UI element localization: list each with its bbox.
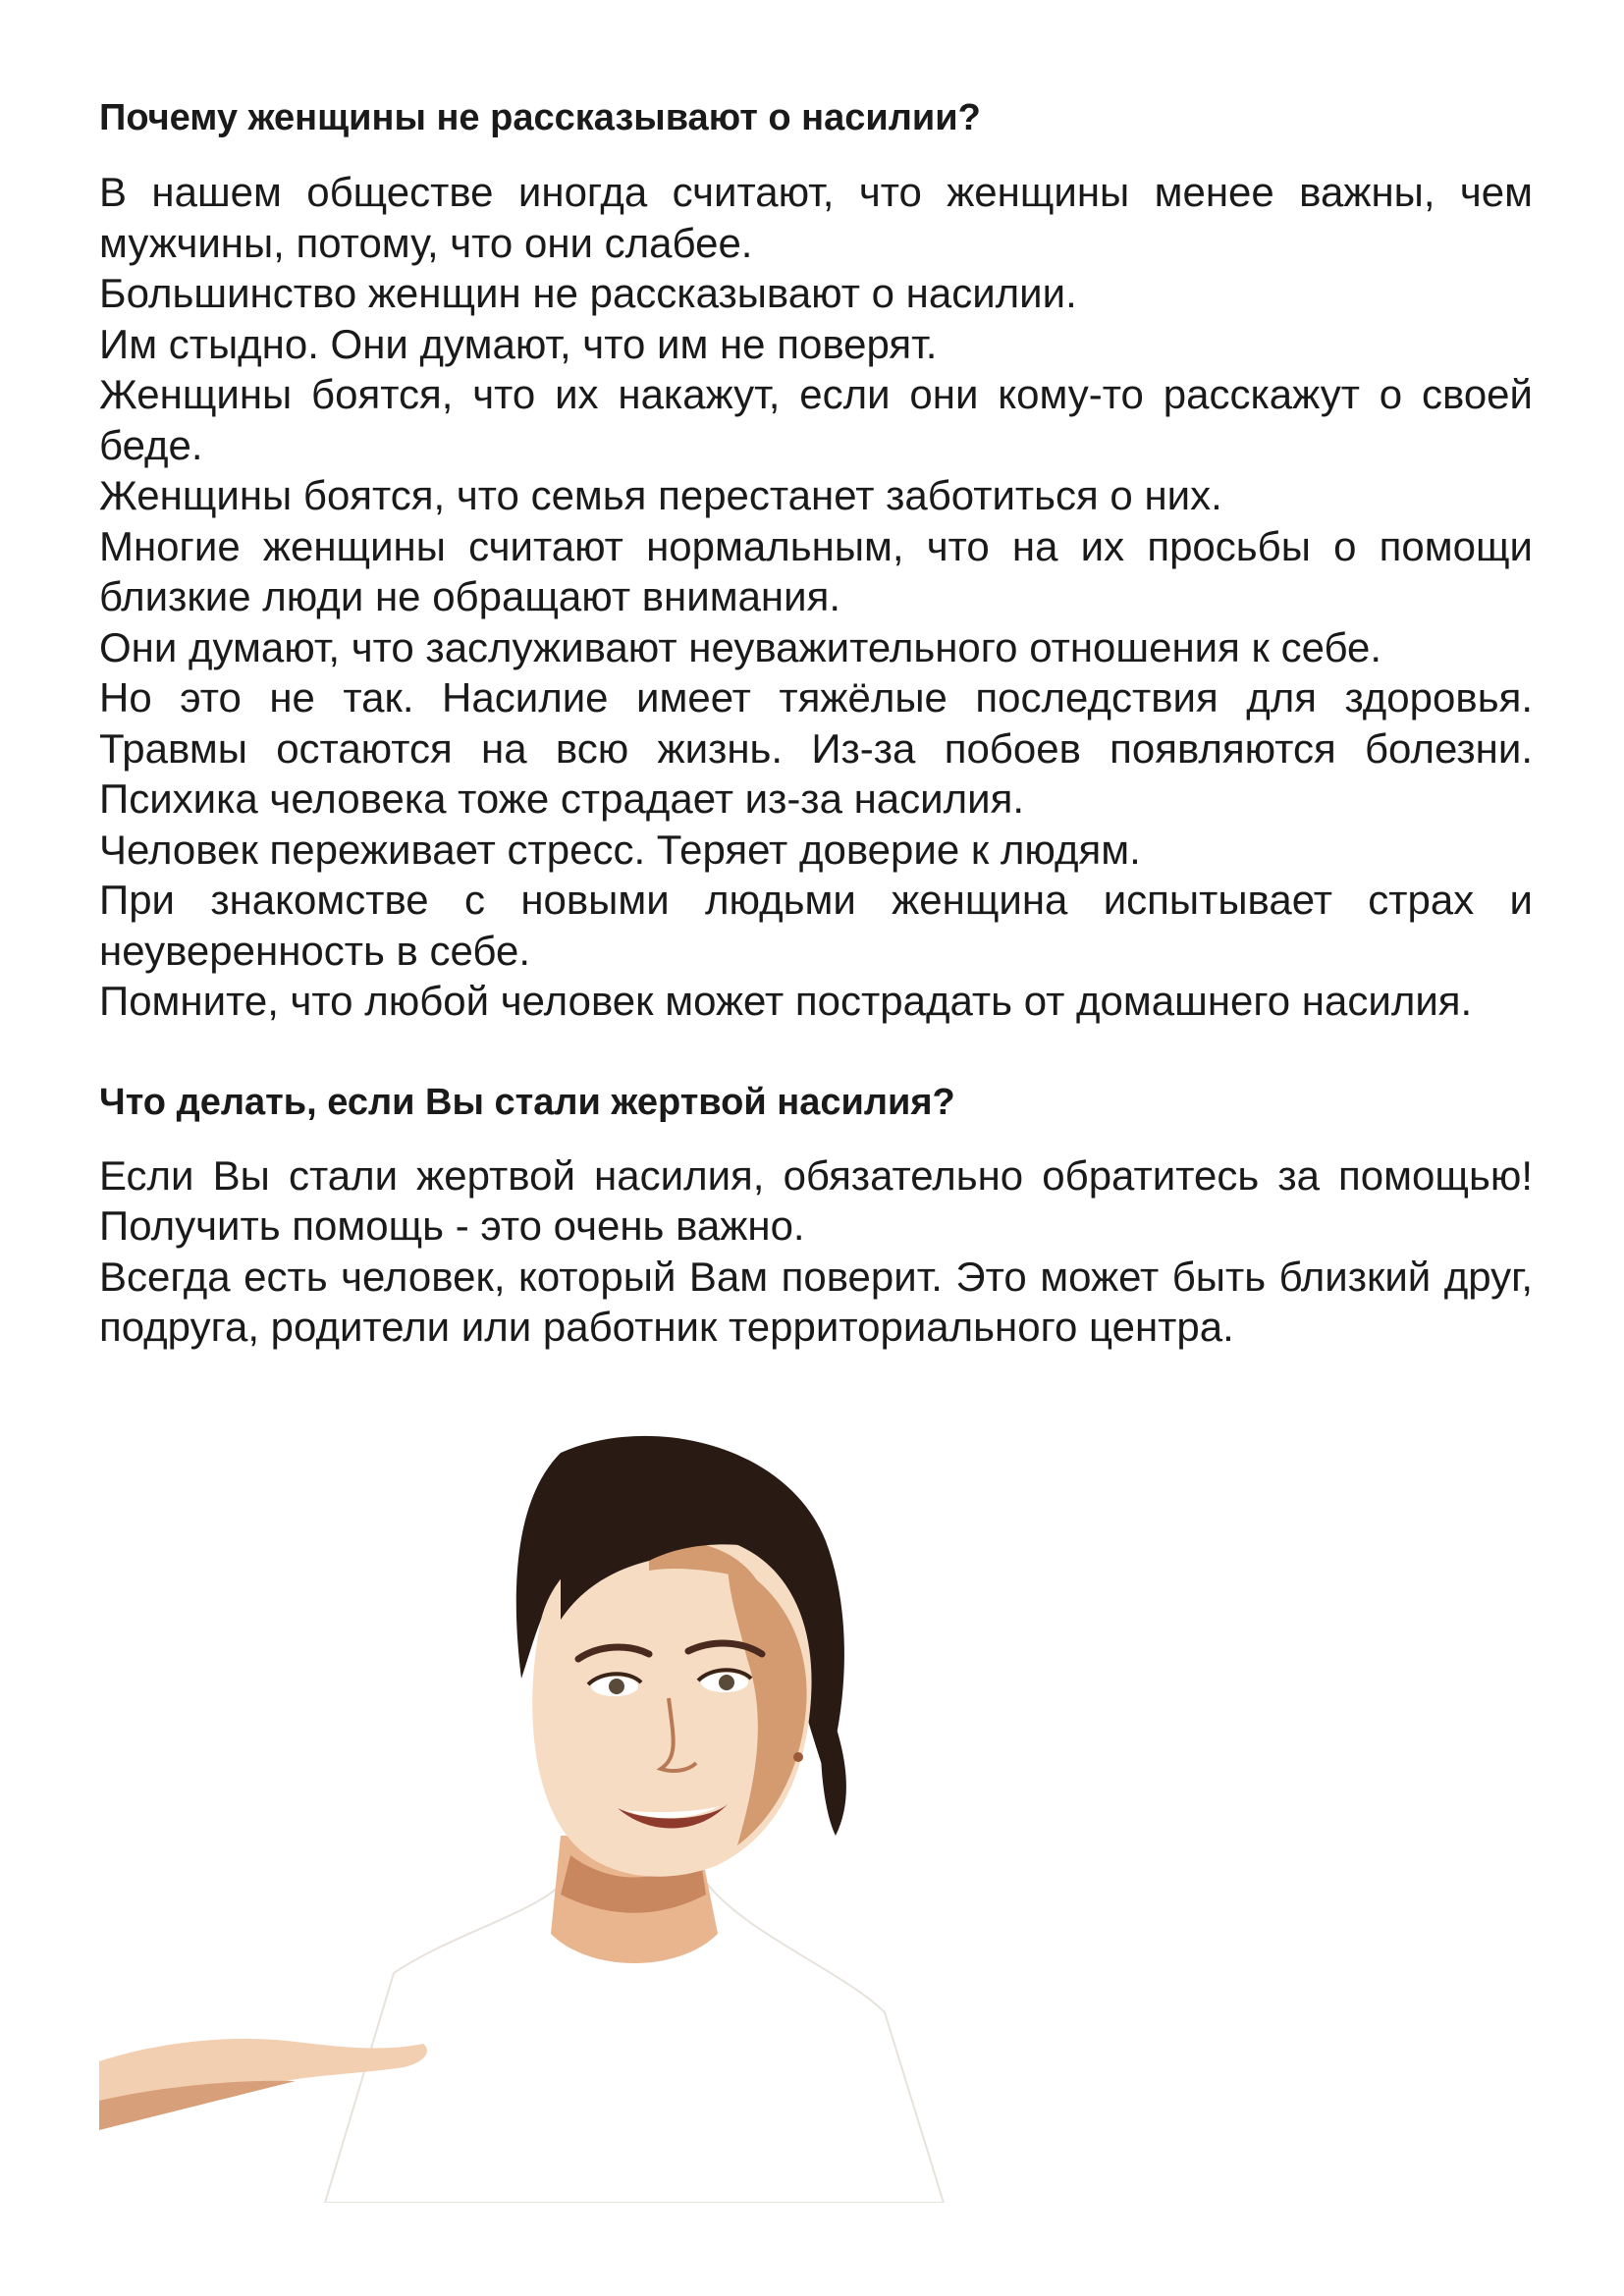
section-heading: Почему женщины не рассказывают о насилии? — [99, 97, 981, 138]
paragraph: Они думают, что заслуживают неуважительного отношения к себе. — [99, 623, 1382, 670]
document-page — [99, 93, 1533, 1353]
paragraph: Многие женщины считают нормальным, что на их просьбы о помощи близкие люди не обращают внимания. — [99, 522, 1533, 619]
paragraph: Помните, что любой человек может пострадать от домашнего насилия. — [99, 978, 1473, 1024]
paragraph: При знакомстве с новыми людьми женщина испытывает страх и неуверенность в себе. — [99, 877, 1533, 974]
paragraph: Женщины боятся, что их накажут, если они кому-то расскажут о своей беде. — [99, 371, 1533, 468]
paragraph: В нашем обществе иногда считают, что женщины менее важны, чем мужчины, потому, что они слабее. — [99, 169, 1533, 266]
paragraph: Но это не так. Насилие имеет тяжёлые последствия для здоровья. Травмы остаются на всю жизнь. Из-за побоев появляются болезни. Психика человека тоже страдает из-за насилия. — [99, 674, 1533, 822]
section-heading: Что делать, если Вы стали жертвой насилия? — [99, 1081, 955, 1123]
paragraph: Всегда есть человек, который Вам поверит. Это может быть близкий друг, подруга, родители или работник территориального центра. — [99, 1253, 1533, 1350]
smiling-woman-illustration — [99, 1423, 1112, 2203]
paragraph: Им стыдно. Они думают, что им не поверят. — [99, 320, 938, 367]
paragraph: Если Вы стали жертвой насилия, обязательно обратитесь за помощью! Получить помощь - это очень важно. — [99, 1151, 1533, 1249]
section-what-to-do — [99, 1078, 1533, 1353]
section-why-women-silent — [99, 93, 1533, 1027]
paragraph: Женщины боятся, что семья перестанет заботиться о них. — [99, 472, 1222, 518]
paragraph: Большинство женщин не рассказывают о насилии. — [99, 270, 1077, 316]
paragraph: Человек переживает стресс. Теряет доверие к людям. — [99, 826, 1141, 873]
